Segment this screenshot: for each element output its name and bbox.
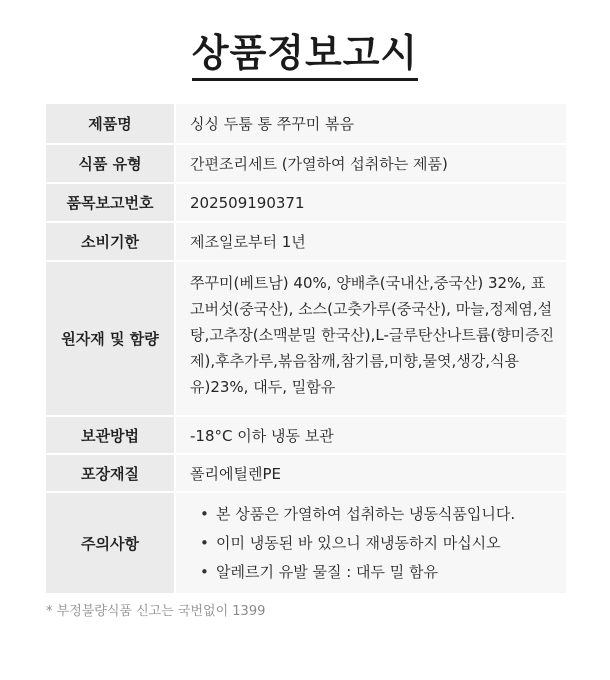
table-row-storage	[46, 415, 566, 453]
row-value: 싱싱 두툼 통 쭈꾸미 볶음	[176, 104, 566, 143]
table-row-caution	[46, 491, 566, 593]
row-value: 쭈꾸미(베트남) 40%, 양배추(국내산,중국산) 32%, 표고버섯(중국산), 소스(고춧가루(중국산), 마늘,정제염,설탕,고추장(소맥분밀 한국산),L-글루탄산나트륨(향미증진제),후추가루,볶음참깨,참기름,미향,물엿,생강,식용유)23%, 대두, 밀함유	[176, 262, 566, 415]
table-row-report-number	[46, 182, 566, 221]
caution-item: • 이미 냉동된 바 있으니 재냉동하지 마십시오	[190, 529, 515, 558]
row-label: 품목보고번호	[46, 184, 174, 221]
page-title: 상품정보고시	[192, 30, 418, 81]
row-value: 제조일로부터 1년	[176, 223, 566, 260]
caution-item: • 알레르기 유발 물질 : 대두 밀 함유	[190, 558, 515, 587]
row-label: 소비기한	[46, 223, 174, 260]
row-label: 포장재질	[46, 455, 174, 491]
footnote: * 부정불량식품 신고는 국번없이 1399	[46, 604, 266, 619]
product-info-table	[46, 104, 566, 593]
table-row-product-name	[46, 104, 566, 143]
row-value: 간편조리세트 (가열하여 섭취하는 제품)	[176, 145, 566, 182]
row-value: 202509190371	[176, 184, 566, 221]
row-value: 폴리에틸렌PE	[176, 455, 566, 491]
row-label: 원자재 및 함량	[46, 262, 174, 415]
row-value: -18°C 이하 냉동 보관	[176, 417, 566, 453]
caution-item: • 본 상품은 가열하여 섭취하는 냉동식품입니다.	[190, 500, 515, 529]
row-label: 식품 유형	[46, 145, 174, 182]
table-row-packaging	[46, 453, 566, 491]
row-value	[176, 493, 566, 593]
table-row-ingredients	[46, 260, 566, 415]
table-row-expiry	[46, 221, 566, 260]
title-area	[0, 30, 610, 81]
row-label: 제품명	[46, 104, 174, 143]
table-row-food-type	[46, 143, 566, 182]
caution-list	[190, 500, 515, 587]
row-label: 주의사항	[46, 493, 174, 593]
row-label: 보관방법	[46, 417, 174, 453]
